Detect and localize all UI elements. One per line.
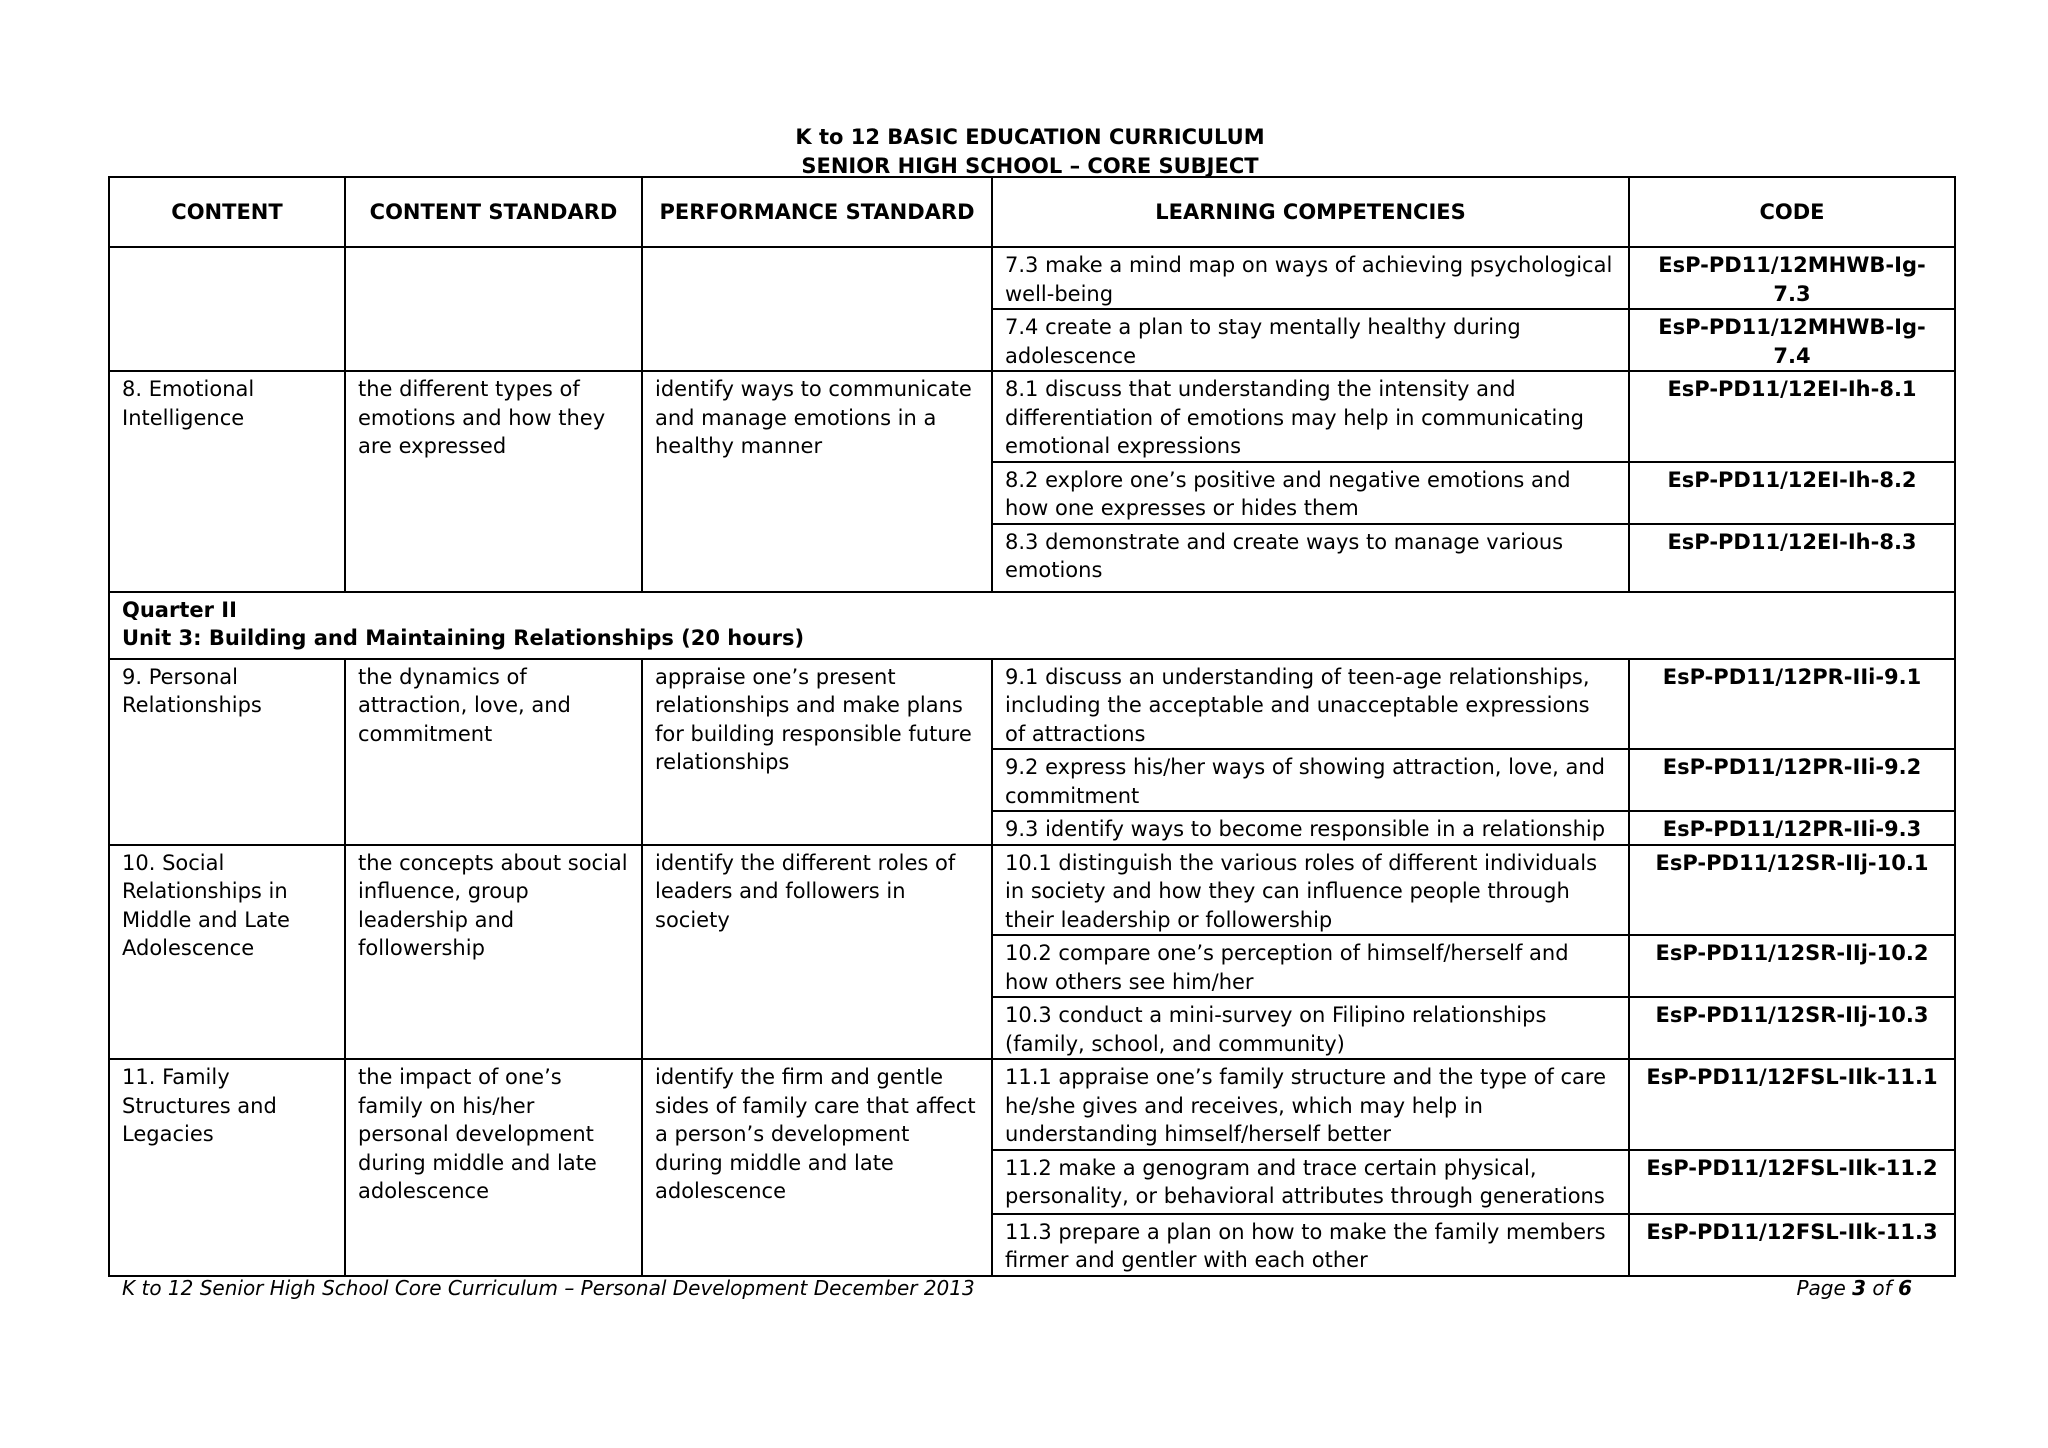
competency-cell: 8.3 demonstrate and create ways to manage various emotions [992,524,1629,592]
competency-cell: 10.2 compare one’s perception of himself/herself and how others see him/her [992,935,1629,997]
performance-standard-cell: identify the different roles of leaders and followers in society [642,845,992,1060]
competency-cell: 11.3 prepare a plan on how to make the family members firmer and gentler with each other [992,1214,1629,1276]
code-cell: EsP-PD11/12FSL-IIk-11.2 [1629,1150,1955,1214]
code-cell: EsP-PD11/12EI-Ih-8.3 [1629,524,1955,592]
table-header-row [109,177,1955,247]
quarter-row [109,592,1955,659]
table-row [109,1059,1955,1150]
competency-cell: 7.3 make a mind map on ways of achieving psychological well-being [992,247,1629,309]
col-header-code: CODE [1629,177,1955,247]
competency-cell: 7.4 create a plan to stay mentally healthy during adolescence [992,309,1629,371]
competency-cell: 11.1 appraise one’s family structure and the type of care he/she gives and receives, which may help in understanding himself/herself better [992,1059,1629,1150]
code-cell: EsP-PD11/12SR-IIj-10.1 [1629,845,1955,936]
table-row [109,845,1955,936]
code-cell: EsP-PD11/12PR-IIi-9.2 [1629,749,1955,811]
table-row [109,247,1955,309]
table-row [109,659,1955,750]
col-header-content-standard: CONTENT STANDARD [345,177,642,247]
code-cell: EsP-PD11/12PR-IIi-9.3 [1629,811,1955,845]
curriculum-table [108,176,1956,1277]
document-header [108,123,1952,181]
code-cell: EsP-PD11/12MHWB-Ig-7.4 [1629,309,1955,371]
curriculum-title: K to 12 BASIC EDUCATION CURRICULUM [795,125,1265,149]
competency-cell: 11.2 make a genogram and trace certain physical, personality, or behavioral attributes through generations [992,1150,1629,1214]
content-cell [109,247,345,371]
performance-standard-cell [642,247,992,371]
content-cell: 11. Family Structures and Legacies [109,1059,345,1276]
code-cell: EsP-PD11/12EI-Ih-8.2 [1629,462,1955,524]
page-number: 3 [1852,1276,1867,1300]
code-cell: EsP-PD11/12FSL-IIk-11.3 [1629,1214,1955,1276]
content-standard-cell: the concepts about social influence, group leadership and followership [345,845,642,1060]
code-cell: EsP-PD11/12EI-Ih-8.1 [1629,371,1955,462]
content-standard-cell: the different types of emotions and how they are expressed [345,371,642,592]
code-cell: EsP-PD11/12SR-IIj-10.3 [1629,997,1955,1059]
curriculum-subtitle: SENIOR HIGH SCHOOL – CORE SUBJECT [801,154,1259,178]
page-indicator [1796,1276,1912,1300]
col-header-performance-standard: PERFORMANCE STANDARD [642,177,992,247]
page-total: 6 [1898,1276,1912,1300]
content-standard-cell: the impact of one’s family on his/her personal development during middle and late adolescence [345,1059,642,1276]
competency-cell: 10.1 distinguish the various roles of different individuals in society and how they can influence people through their leadership or followership [992,845,1629,936]
quarter-label: Quarter II [122,597,237,622]
content-standard-cell [345,247,642,371]
page-word: Page [1796,1276,1853,1300]
content-cell: 8. Emotional Intelligence [109,371,345,592]
performance-standard-cell: identify ways to communicate and manage emotions in a healthy manner [642,371,992,592]
col-header-content: CONTENT [109,177,345,247]
competency-cell: 8.2 explore one’s positive and negative emotions and how one expresses or hides them [992,462,1629,524]
content-standard-cell: the dynamics of attraction, love, and commitment [345,659,642,845]
quarter-section [109,592,1955,659]
code-cell: EsP-PD11/12FSL-IIk-11.1 [1629,1059,1955,1150]
performance-standard-cell: appraise one’s present relationships and make plans for building responsible future relationships [642,659,992,845]
unit-title: Unit 3: Building and Maintaining Relationships (20 hours) [122,626,805,650]
competency-cell: 10.3 conduct a mini-survey on Filipino relationships (family, school, and community) [992,997,1629,1059]
competency-cell: 9.1 discuss an understanding of teen-age relationships, including the acceptable and unacceptable expressions of attractions [992,659,1629,750]
footer-left: K to 12 Senior High School Core Curriculum – Personal Development December 2013 [122,1276,975,1300]
col-header-learning-competencies: LEARNING COMPETENCIES [992,177,1629,247]
table-row [109,371,1955,462]
content-cell: 10. Social Relationships in Middle and Late Adolescence [109,845,345,1060]
competency-cell: 9.3 identify ways to become responsible in a relationship [992,811,1629,845]
performance-standard-cell: identify the firm and gentle sides of family care that affect a person’s development during middle and late adolescence [642,1059,992,1276]
content-cell: 9. Personal Relationships [109,659,345,845]
table-body-quarter-1 [109,247,1955,592]
competency-cell: 8.1 discuss that understanding the intensity and differentiation of emotions may help in communicating emotional expressions [992,371,1629,462]
competency-cell: 9.2 express his/her ways of showing attraction, love, and commitment [992,749,1629,811]
code-cell: EsP-PD11/12PR-IIi-9.1 [1629,659,1955,750]
of-word: of [1866,1276,1899,1300]
code-cell: EsP-PD11/12SR-IIj-10.2 [1629,935,1955,997]
code-cell: EsP-PD11/12MHWB-Ig-7.3 [1629,247,1955,309]
table-body-quarter-2 [109,659,1955,1276]
quarter-cell [109,592,1955,659]
